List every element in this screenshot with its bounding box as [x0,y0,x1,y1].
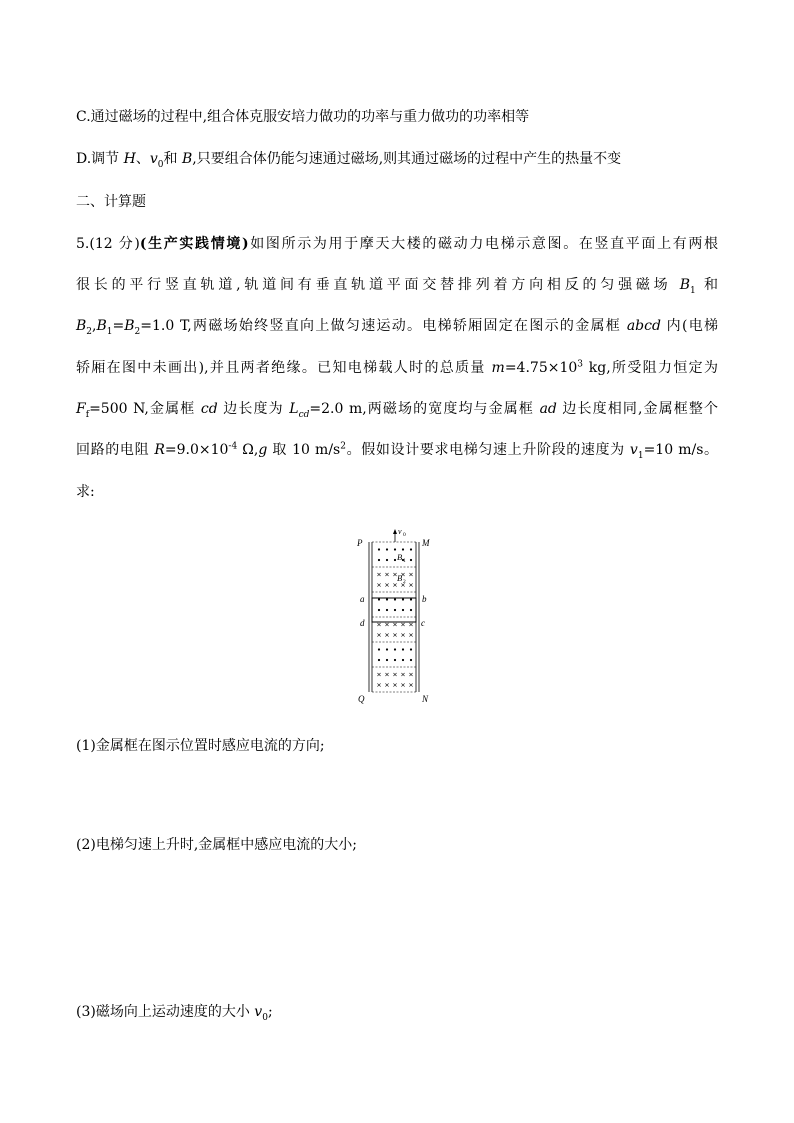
problem-text: 边长度相同,金属框整个 [556,401,718,417]
option-d-prefix: D.调节 [76,151,124,167]
problem-text: kg,所受阻力恒定为 [583,360,718,376]
var-R: R [154,442,165,458]
var-B2: B [124,318,135,334]
field-cross-symbol [393,683,396,686]
problem-text: =9.0×10 [164,442,229,458]
field-dot-symbol [386,598,388,600]
problem-line-2 [76,276,718,294]
var-L: L [289,401,299,417]
label-B2-sub: 2 [403,579,406,585]
var-sub: 0 [262,1012,268,1023]
field-cross-symbol [401,673,404,676]
var-H: H [123,151,136,167]
problem-line-1 [76,235,718,253]
option-d-rest: ,只要组合体仍能匀速通过磁场,则其通过磁场的过程中产生的热量不变 [192,151,622,167]
field-cross-symbol [385,633,388,636]
v0-arrowhead [393,529,397,534]
problem-line-7 [76,483,95,501]
field-dot-symbol [394,548,396,550]
var-sub: 2 [134,326,141,337]
option-c-text: C.通过磁场的过程中,组合体克服安培力做功的功率与重力做功的功率相等 [76,109,530,125]
field-dot-symbol [410,648,412,650]
field-cross-symbol [385,673,388,676]
field-boundaries [372,542,416,692]
var-B: B [181,151,193,167]
field-cross-symbol [409,573,412,576]
field-dot-symbol [394,659,396,661]
question-1 [76,737,325,755]
problem-line-3 [76,317,718,335]
var-m: m [491,360,505,376]
problem-text: 边长度为 [217,401,290,417]
problem-text: =1.0 T,两磁场始终竖直向上做匀速运动。电梯轿厢固定在图示的金属框 [140,318,627,334]
problem-text: 求: [76,484,95,500]
problem-text: , [92,318,97,334]
question-2 [76,836,357,854]
question-3-text: ; [267,1004,273,1020]
separator: 、 [135,151,150,167]
field-dot-symbol [410,609,412,611]
section-title [76,193,146,211]
label-c: c [421,618,425,628]
exponent: 2 [340,441,346,452]
field-dot-symbol [402,648,404,650]
field-cross-symbol [409,683,412,686]
problem-text: = [112,318,125,334]
problem-text: =2.0 m,两磁场的宽度均与金属框 [309,401,540,417]
field-cross-symbol [409,673,412,676]
field-dot-symbol [386,659,388,661]
field-cross-symbol [409,633,412,636]
problem-text: 轿厢在图中未画出),并且两者绝缘。已知电梯载人时的总质量 [76,360,492,376]
field-cross-symbol [377,633,380,636]
label-a: a [360,594,365,604]
field-dot-symbol [386,609,388,611]
field-dot-symbol [378,659,380,661]
field-dot-symbol [394,609,396,611]
label-B1-sub: 1 [403,558,406,564]
conj-and: 和 [163,151,182,167]
field-dot-symbol [378,548,380,550]
problem-text: 和 [695,277,718,293]
field-dot-symbol [386,648,388,650]
exponent: 3 [577,359,584,370]
field-dot-symbol [378,559,380,561]
var-abcd: abcd [626,318,661,334]
label-M: M [422,538,430,548]
field-dot-symbol [402,609,404,611]
label-Q: Q [358,694,365,704]
question-2-text: (2)电梯匀速上升时,金属框中感应电流的大小; [76,837,357,853]
exponent: -4 [228,441,238,452]
field-cross-symbol [393,633,396,636]
field-cross-symbol [385,583,388,586]
problem-text: 取 10 m/s [267,442,341,458]
problem-text: 回路的电阻 [76,442,155,458]
var-B1: B [96,318,107,334]
var-cd: cd [200,401,218,417]
field-dot-symbol [378,598,380,600]
field-cross-symbol [409,583,412,586]
field-cross-symbol [377,583,380,586]
field-cross-symbol [377,673,380,676]
field-dot-symbol [410,659,412,661]
field-cross-symbol [385,573,388,576]
field-dot-symbol [386,548,388,550]
field-cross-symbol [393,623,396,626]
var-v0: v [149,151,158,167]
field-dot-symbol [394,559,396,561]
var-v1: v [629,442,638,458]
problem-text: 。假如设计要求电梯匀速上升阶段的速度为 [345,442,630,458]
field-cross-symbol [385,683,388,686]
label-P: P [357,538,363,548]
field-dot-symbol [402,548,404,550]
var-ad: ad [539,401,557,417]
var-sub: 2 [86,326,93,337]
field-dot-symbol [410,559,412,561]
field-dot-symbol [402,598,404,600]
section-title-text: 二、计算题 [76,194,146,210]
option-c [76,108,529,126]
problem-line-4 [76,359,718,377]
label-N: N [422,694,429,704]
label-B1: B [397,552,403,562]
field-dot-symbol [410,598,412,600]
field-dot-symbol [402,659,404,661]
field-dot-symbol [378,648,380,650]
var-B2: B [76,318,87,334]
var-sub: f [85,409,90,420]
label-d: d [360,618,365,628]
field-dot-symbol [410,548,412,550]
problem-text: Ω, [237,442,259,458]
var-g: g [258,442,268,458]
problem-text: =4.75×10 [504,360,578,376]
problem-line-6 [76,441,718,459]
field-cross-symbol [377,683,380,686]
problem-tag: (生产实践情境) [139,236,249,252]
label-v0-sub: 0 [403,532,406,538]
var-v0-sub: 0 [157,159,164,170]
field-dot-symbol [394,648,396,650]
field-cross-symbol [377,573,380,576]
field-cross-symbol [393,673,396,676]
var-Ff: F [76,401,86,417]
field-cross-symbol [385,623,388,626]
problem-line-5 [76,400,718,418]
field-dot-symbol [378,609,380,611]
problem-text: =500 N,金属框 [89,401,201,417]
field-dot-symbol [386,559,388,561]
field-cross-symbol [377,623,380,626]
problem-text: 如图所示为用于摩天大楼的磁动力电梯示意图。在竖直平面上有两根 [248,236,719,252]
var-sub: cd [298,409,310,420]
var-v0: v [254,1004,263,1020]
label-B2: B [397,573,403,583]
option-d [76,150,621,168]
label-b: b [422,594,427,604]
elevator-diagram [355,522,435,707]
question-1-text: (1)金属框在图示位置时感应电流的方向; [76,738,325,754]
field-cross-symbol [409,623,412,626]
problem-text: =10 m/s。 [643,442,719,458]
field-cross-symbol [401,623,404,626]
var-sub: 1 [637,450,644,461]
var-B1: B [679,277,691,293]
field-dot-symbol [394,598,396,600]
label-v0: v [398,527,402,536]
var-sub: 1 [690,285,696,296]
field-cross-symbol [401,683,404,686]
question-3-text: (3)磁场向上运动速度的大小 [76,1004,255,1020]
problem-text: 内(电梯 [660,318,718,334]
problem-text: 很长的平行竖直轨道,轨道间有垂直轨道平面交替排列着方向相反的匀强磁场 [76,277,680,293]
field-symbols [377,548,412,686]
field-cross-symbol [401,633,404,636]
var-sub: 1 [106,326,113,337]
field-cross-symbol [393,583,396,586]
question-3 [76,1003,273,1021]
problem-number: 5.(12 分) [76,236,140,252]
